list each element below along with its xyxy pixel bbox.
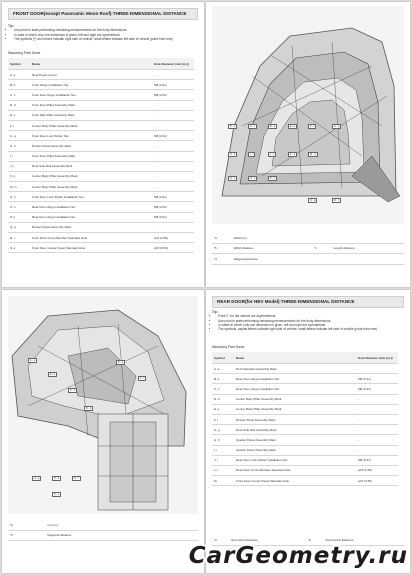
legend-row — [212, 233, 404, 243]
legend-row — [212, 254, 404, 265]
callout-label: G - g — [34, 477, 40, 480]
legend-cell: *c — [312, 243, 331, 254]
table-cell: B, b — [8, 80, 30, 90]
table-row — [8, 151, 194, 161]
table-cell: M8 (0.31) — [152, 202, 194, 212]
table-cell: B, b — [212, 374, 234, 384]
legend-cell: *a — [212, 233, 232, 243]
column-header: Hole Diameter (mm (in.)) — [356, 352, 398, 364]
table-cell: D, d — [8, 100, 30, 110]
callout-label: A - a — [30, 359, 35, 362]
table-cell: φ15 (0.59) — [152, 243, 194, 253]
callout-label: R - r — [74, 477, 79, 480]
legend-row — [212, 243, 404, 254]
table-cell: φ15 (0.59) — [152, 233, 194, 243]
table-cell: E, e — [212, 404, 234, 414]
table-row — [8, 222, 194, 232]
legend-row — [8, 520, 198, 530]
legend-cell — [312, 254, 331, 265]
callout-label: F - f — [140, 377, 145, 380]
table-cell: J, j — [8, 161, 30, 171]
table-cell: M8 (0.31) — [356, 374, 398, 384]
table-cell: Rocker Panel Assembly Mark — [30, 141, 152, 151]
table-cell: Front Floor Center Panel Standard Hole — [234, 476, 356, 486]
callout-label: Q - q — [310, 199, 316, 202]
callout-label: H - h — [54, 477, 60, 480]
table-cell: Front Door Pillar Assembly Mark — [30, 100, 152, 110]
legend-cell: mm (in.) — [45, 520, 198, 530]
table-row — [8, 100, 194, 110]
table-cell: I, i — [8, 151, 30, 161]
table-cell: Front Door Hinge Installation Nut — [30, 90, 152, 100]
table-cell: N, n — [8, 192, 30, 202]
tip-item: • In case in which only one dimension is given, left and right are symmetrical. — [14, 33, 198, 37]
table-cell: R, r — [8, 233, 30, 243]
table-cell: Center Body Pillar Assembly Mark — [234, 394, 356, 404]
table-row — [212, 394, 398, 404]
callout-label: O - o — [250, 177, 256, 180]
table-row — [8, 202, 194, 212]
table-cell: Rocker Panel Assembly Mark — [30, 222, 152, 232]
callout-label: E - e — [290, 125, 296, 128]
callout-label: G - g — [334, 125, 340, 128]
callout-label: B - b — [50, 373, 56, 376]
table-row — [8, 110, 194, 120]
callout-label: S - s — [54, 493, 59, 496]
table-cell: - — [356, 364, 398, 374]
table-row — [8, 131, 194, 141]
table-cell: Front Floor Cross Member Standard Hole — [30, 233, 152, 243]
tip-item: • The symbols, capital letters indicate right side of vehicle, small letters indicate left side of vehicle (point from rear) — [218, 327, 404, 331]
legend-cell: *a — [8, 520, 45, 530]
table-cell: Quarter Panel Assembly Mark — [234, 435, 356, 445]
table-row — [212, 364, 398, 374]
legend-cell: Width (in.) — [232, 233, 312, 243]
table-cell: M — [212, 476, 234, 486]
table-cell: Roof Side Rail Assembly Mark — [234, 425, 356, 435]
legend-cell — [312, 233, 331, 243]
column-header: Name — [30, 58, 152, 70]
table-row — [8, 141, 194, 151]
table-cell: Front Door Lock Striker Nut — [30, 131, 152, 141]
table-cell: Rear Door Lock Striker Installation Nut — [234, 455, 356, 465]
tip-label: Tip: — [8, 24, 14, 28]
table-cell: A, a — [8, 70, 30, 80]
table-cell: - — [152, 182, 194, 192]
tip-list — [8, 28, 198, 41]
column-header: Name — [234, 352, 356, 364]
table-cell: M8 (0.31) — [356, 455, 398, 465]
table-row — [212, 445, 398, 455]
legend-table — [8, 520, 198, 541]
table-cell: Front Door Lock Striker Installation Nut — [30, 192, 152, 202]
table-cell: Front Hinge Installation Nut — [30, 80, 152, 90]
callout-label: B - b — [230, 125, 236, 128]
table-row — [212, 465, 398, 475]
tip-box — [8, 24, 198, 41]
sheet-front-door-table — [2, 2, 204, 287]
table-row — [8, 212, 194, 222]
legend-cell: *b — [212, 243, 232, 254]
table-cell: K, k — [8, 171, 30, 181]
tip-item: • Use point in state performing remaining measurements for the body dimensions. — [14, 28, 198, 32]
table-cell: D, d — [212, 394, 234, 404]
table-cell: F, f — [8, 120, 30, 130]
callout-label: C - c — [250, 125, 256, 128]
legend-cell: Symmetric Distance — [229, 535, 306, 545]
subheading: Measuring Point Name — [212, 345, 245, 349]
measuring-point-table — [8, 58, 194, 253]
legend-cell: Diagonal distance — [232, 254, 312, 265]
table-row — [212, 425, 398, 435]
legend-table — [212, 233, 404, 265]
car-side-illustration — [8, 296, 198, 514]
tip-item: • The symbols (*) and others indicate right side of vehicle, small letters indicate left side of vehicle (point from rear) — [14, 37, 198, 41]
tip-item: • Use point in state performing remaining measurements for the body dimensions. — [218, 319, 404, 323]
table-cell: Quarter Panel Assembly Mark — [234, 445, 356, 455]
legend-cell: *b — [306, 535, 323, 545]
table-cell: - — [152, 141, 194, 151]
table-cell: P, p — [8, 212, 30, 222]
body-diagram-front-door — [212, 6, 404, 224]
legend-cell: *b — [8, 530, 45, 541]
table-cell: Rear Floor Cross Member Standard Hole — [234, 465, 356, 475]
table-cell: - — [152, 151, 194, 161]
column-header: Symbol — [8, 58, 30, 70]
table-cell: M8 (0.31) — [152, 192, 194, 202]
callout-label: N - n — [230, 177, 236, 180]
legend-row — [8, 530, 198, 541]
table-cell: C, c — [8, 90, 30, 100]
callout-label: H - h — [230, 153, 236, 156]
table-cell: I, i — [212, 445, 234, 455]
table-cell: - — [356, 425, 398, 435]
column-header: Hole Diameter (mm (in.)) — [152, 58, 194, 70]
legend-cell: Width distance — [232, 243, 312, 254]
subheading: Measuring Point Name — [8, 51, 41, 55]
table-header-row — [212, 352, 398, 364]
table-cell: M8 (0.31) — [356, 384, 398, 394]
callout-label: C - c — [70, 389, 76, 392]
callout-label: J - j — [270, 153, 274, 156]
table-cell: E, e — [8, 110, 30, 120]
column-header: Symbol — [212, 352, 234, 364]
callout-label: R - r — [334, 199, 339, 202]
table-row — [212, 476, 398, 486]
table-cell: - — [152, 100, 194, 110]
table-row — [212, 414, 398, 424]
table-cell: Rocker Panel Assembly Mark — [234, 414, 356, 424]
sheet-front-door-diagram — [206, 2, 410, 287]
table-row — [212, 435, 398, 445]
table-row — [212, 384, 398, 394]
table-cell: O, o — [8, 202, 30, 212]
callout-label: F - f — [310, 125, 315, 128]
table-cell: L, l — [212, 465, 234, 475]
table-row — [8, 182, 194, 192]
table-row — [8, 171, 194, 181]
table-row — [8, 80, 194, 90]
car-body-illustration — [212, 6, 404, 224]
callout-label: E - e — [118, 361, 124, 364]
watermark-logo — [188, 540, 408, 572]
table-cell: - — [356, 394, 398, 404]
table-cell: Center Body Pillar Assembly Mark — [30, 182, 152, 192]
table-row — [8, 70, 194, 80]
callout-label: I - i — [250, 153, 254, 156]
table-cell: - — [152, 171, 194, 181]
legend-cell: Asymmetric Distance — [323, 535, 404, 545]
table-cell: M8 (0.31) — [152, 90, 194, 100]
legend-cell: Length distance — [331, 243, 404, 254]
table-cell: φ15 (0.59) — [356, 465, 398, 475]
table-cell: Front Door Pillar Assembly Mark — [30, 151, 152, 161]
legend-cell — [331, 233, 404, 243]
table-cell: - — [152, 222, 194, 232]
table-cell: S, s — [8, 243, 30, 253]
table-cell: G, g — [8, 131, 30, 141]
measuring-point-table — [212, 352, 398, 486]
section-title: FRONT DOOR(except Panoramic Moon Roof) THREE-DIMENSIONAL DISTANCE — [8, 8, 198, 20]
table-cell: Q, q — [8, 222, 30, 232]
legend-cell — [331, 254, 404, 265]
table-row — [212, 374, 398, 384]
table-cell: Center Body Pillar Assembly Mark — [30, 120, 152, 130]
table-cell: - — [152, 120, 194, 130]
table-cell: M8 (0.31) — [152, 131, 194, 141]
table-row — [8, 161, 194, 171]
table-row — [8, 233, 194, 243]
table-cell: M8 (0.31) — [152, 80, 194, 90]
legend-cell: *a — [212, 535, 229, 545]
table-cell: Center Body Pillar Assembly Mark — [234, 404, 356, 414]
table-row — [212, 404, 398, 414]
table-cell: - — [152, 161, 194, 171]
callout-label: M - m — [310, 153, 317, 156]
tip-box — [212, 310, 404, 331]
table-cell: - — [152, 70, 194, 80]
callout-label: P - p — [270, 177, 276, 180]
table-cell: Rear Door Hinge Installation Nut — [234, 374, 356, 384]
table-cell: - — [356, 414, 398, 424]
table-cell: Roof Side Rail Assembly Mark — [30, 161, 152, 171]
sheet-rear-door-table — [206, 290, 410, 573]
table-row — [8, 120, 194, 130]
table-row — [8, 192, 194, 202]
table-cell: F, f — [212, 414, 234, 424]
tip-item: • In cases in which only one dimension is given, left and right are symmetrical. — [218, 323, 404, 327]
table-cell: - — [152, 110, 194, 120]
callout-label: D - d — [86, 407, 92, 410]
tip-list — [212, 314, 404, 331]
table-cell: H, h — [8, 141, 30, 151]
table-cell: Center Body Pillar Assembly Mark — [30, 171, 152, 181]
sheet-front-door-diagram-2 — [2, 290, 204, 573]
table-row — [8, 90, 194, 100]
table-cell: C, c — [212, 384, 234, 394]
table-cell: A, a — [212, 364, 234, 374]
table-header-row — [8, 58, 194, 70]
table-cell: Front Side Pillar Assembly Mark — [30, 110, 152, 120]
table-cell: J, j — [212, 455, 234, 465]
section-title: REAR DOOR(for HEV Model) THREE-DIMENSIONAL DISTANCE — [212, 296, 404, 308]
table-cell: Rear Door Hinge Installation Nut — [30, 202, 152, 212]
table-cell: Front Floor Center Panel Standard Hole — [30, 243, 152, 253]
table-cell: - — [356, 404, 398, 414]
watermark-text: CarGeometry.ru — [188, 543, 408, 569]
tip-label: Tip: — [212, 310, 218, 314]
table-cell: φ15 (0.59) — [356, 476, 398, 486]
table-row — [8, 243, 194, 253]
table-row — [212, 455, 398, 465]
table-cell: - — [356, 435, 398, 445]
legend-cell: *d — [212, 254, 232, 265]
table-cell: M, m — [8, 182, 30, 192]
table-cell: Rear Door Hinge Installation Nut — [30, 212, 152, 222]
table-cell: - — [356, 445, 398, 455]
table-cell: Rear Door Hinge Installation Nut — [234, 384, 356, 394]
table-cell: H, h — [212, 435, 234, 445]
table-cell: G, g — [212, 425, 234, 435]
table-cell: Roof Panel Corner — [30, 70, 152, 80]
callout-label: K - k — [290, 153, 295, 156]
callout-label: D - d — [270, 125, 276, 128]
tip-item: • Point C, for the vehicle are asymmetrical. — [218, 314, 404, 318]
table-cell: Roof Standard Assembly Mark — [234, 364, 356, 374]
table-cell: M8 (0.31) — [152, 212, 194, 222]
legend-cell: Diagonal distance — [45, 530, 198, 541]
body-diagram-side — [8, 296, 198, 514]
